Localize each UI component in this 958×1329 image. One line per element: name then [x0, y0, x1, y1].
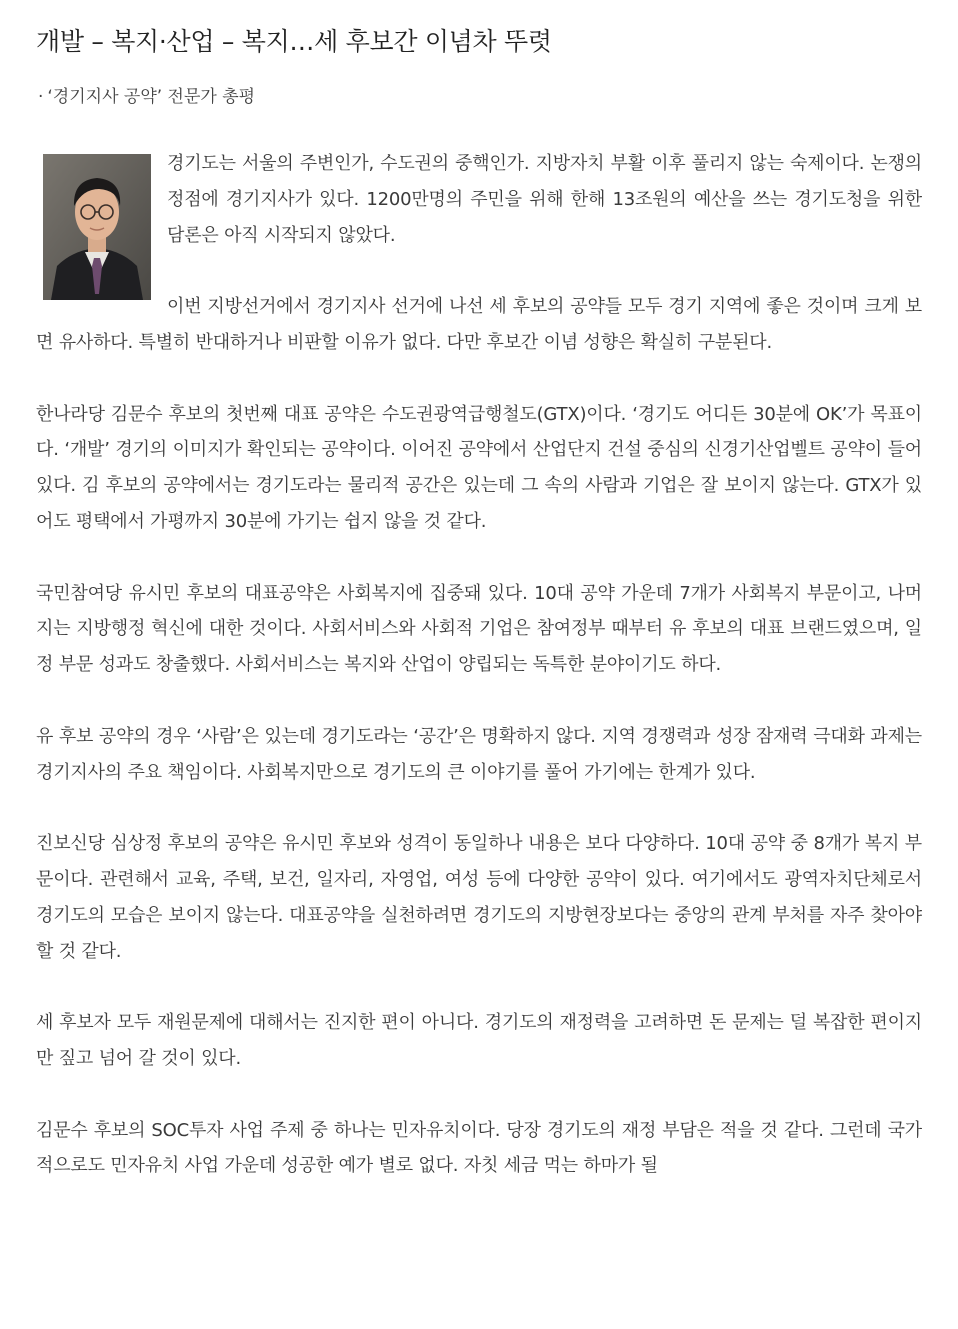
author-photo — [43, 154, 151, 300]
paragraph: 국민참여당 유시민 후보의 대표공약은 사회복지에 집중돼 있다. 10대 공약 가운데 7개가 사회복지 부문이고, 나머지는 지방행정 혁신에 대한 것이다. 사회서비스와 사회적 기업은 참여정부 때부터 유 후보의 대표 브랜드였으며, 일정 부문 성과도 창출했다. 사회서비스는 복지와 산업이 양립되는 독특한 분야이기도 하다. — [36, 582, 922, 676]
paragraph: 한나라당 김문수 후보의 첫번째 대표 공약은 수도권광역급행철도(GTX)이다. ‘경기도 어디든 30분에 OK’가 목표이다. ‘개발’ 경기의 이미지가 확인되는 공약이다. 이어진 공약에서 산업단지 건설 중심의 신경기산업벨트 공약이 들어 있다. 김 후보의 공약에서는 경기도라는 물리적 공간은 있는데 그 속의 사람과 기업은 잘 보이지 않는다. GTX가 있어도 평택에서 가평까지 30분에 가기는 쉽지 않을 것 같다. — [36, 403, 922, 532]
paragraph: 세 후보자 모두 재원문제에 대해서는 진지한 편이 아니다. 경기도의 재정력을 고려하면 돈 문제는 덜 복잡한 편이지만 짚고 넘어 갈 것이 있다. — [36, 1012, 922, 1069]
author-portrait-icon — [43, 154, 151, 300]
paragraph: 진보신당 심상정 후보의 공약은 유시민 후보와 성격이 동일하나 내용은 보다 다양하다. 10대 공약 중 8개가 복지 부문이다. 관련해서 교육, 주택, 보건, 일자리, 자영업, 여성 등에 다양한 공약이 있다. 여기에서도 광역자치단체로서 경기도의 모습은 보이지 않는다. 대표공약을 실천하려면 경기도의 지방현장보다는 중앙의 관계 부처를 자주 찾아야 할 것 같다. — [36, 833, 922, 962]
article-headline: 개발 – 복지·산업 – 복지…세 후보간 이념차 뚜렷 — [36, 27, 552, 56]
paragraph: 경기도는 서울의 주변인가, 수도권의 중핵인가. 지방자치 부활 이후 풀리지 않는 숙제이다. 논쟁의 정점에 경기지사가 있다. 1200만명의 주민을 위해 한해 13조원의 예산을 쓰는 경기도청을 위한 담론은 아직 시작되지 않았다. — [167, 153, 922, 246]
paragraph: 김문수 후보의 SOC투자 사업 주제 중 하나는 민자유치이다. 당장 경기도의 재정 부담은 적을 것 같다. 그런데 국가적으로도 민자유치 사업 가운데 성공한 예가 별로 없다. 자칫 세금 먹는 하마가 될 — [36, 1119, 922, 1177]
subheadline-text: ‘경기지사 공약’ 전문가 총평 — [47, 87, 256, 107]
article-subheadline — [38, 82, 255, 107]
article-body — [36, 146, 922, 1220]
subheadline-bullet: · — [38, 87, 44, 107]
paragraph: 이번 지방선거에서 경기지사 선거에 나선 세 후보의 공약들 모두 경기 지역에 좋은 것이며 크게 보면 유사하다. 특별히 반대하거나 비판할 이유가 없다. 다만 후보간 이념 성향은 확실히 구분된다. — [36, 296, 922, 353]
paragraph: 유 후보 공약의 경우 ‘사람’은 있는데 경기도라는 ‘공간’은 명확하지 않다. 지역 경쟁력과 성장 잠재력 극대화 과제는 경기지사의 주요 책임이다. 사회복지만으로 경기도의 큰 이야기를 풀어 가기에는 한계가 있다. — [36, 725, 922, 783]
